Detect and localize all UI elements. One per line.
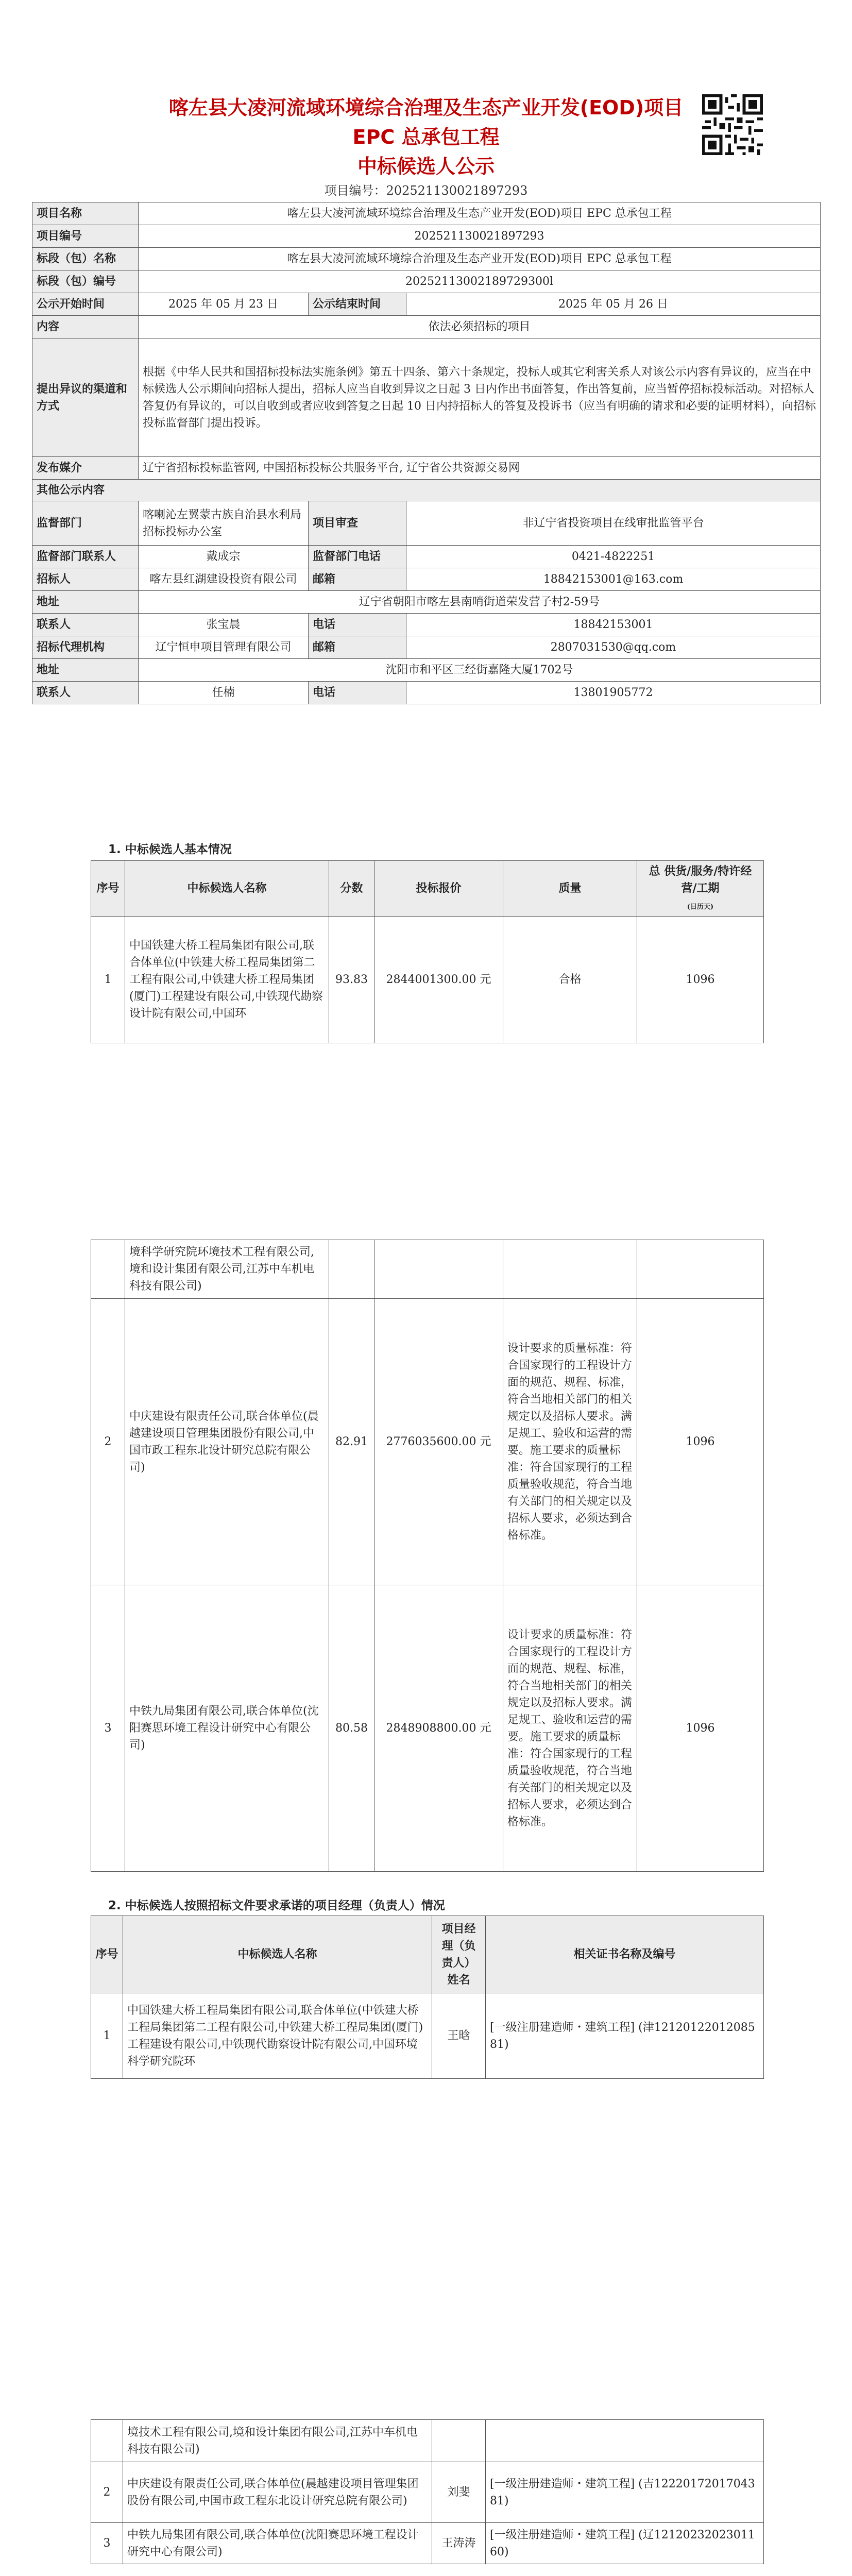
agency-addr-value: 沈阳市和平区三经街嘉隆大厦1702号 (139, 659, 821, 682)
candidate-period: 1096 (637, 1585, 764, 1872)
media-value: 辽宁省招标投标监管网, 中国招标投标公共服务平台, 辽宁省公共资源交易网 (139, 457, 821, 480)
col-period-unit: (日历天) (687, 903, 714, 911)
content-value: 依法必须招标的项目 (139, 316, 821, 338)
col-price: 投标报价 (374, 861, 503, 917)
cell-empty (432, 2420, 486, 2462)
manager-name: 王晗 (432, 1993, 486, 2079)
project-manager-table (91, 1916, 764, 2079)
announcement-title: 中标候选人公示 (357, 155, 495, 178)
pm-col-no: 序号 (91, 1916, 123, 1993)
project-name-label: 项目名称 (32, 202, 139, 225)
pub-end-label: 公示结束时间 (309, 293, 406, 316)
content-label: 内容 (32, 316, 139, 338)
manager-cert: [一级注册建造师・建筑工程] (津1212012201208581) (486, 1993, 764, 2079)
candidate-quality: 设计要求的质量标准：符合国家现行的工程设计方面的规范、规程、标准，符合当地相关部门的相关规定以及招标人要求。满足规工、验收和运营的需要。施工要求的质量标准：符合国家现行的工程质量验收规范，符合当地有关部门的相关规定以及招标人要求，必须达到合格标准。 (503, 1299, 637, 1585)
candidate-name: 中铁九局集团有限公司,联合体单位(沈阳赛思环境工程设计研究中心有限公司) (123, 2523, 432, 2564)
project-review-label: 项目审查 (309, 501, 406, 546)
other-content-label: 其他公示内容 (32, 480, 821, 501)
agency-phone-label: 电话 (309, 682, 406, 704)
section-name-label: 标段（包）名称 (32, 248, 139, 270)
cell-empty (486, 2420, 764, 2462)
candidate-price: 2776035600.00 元 (374, 1299, 503, 1585)
row-no-empty (91, 2420, 123, 2462)
candidate-score: 80.58 (329, 1585, 374, 1872)
col-quality: 质量 (503, 861, 637, 917)
candidates-table (91, 860, 764, 1043)
table-row (91, 1299, 764, 1585)
sup-contact-label: 监督部门联系人 (32, 546, 139, 568)
sup-phone-label: 监督部门电话 (309, 546, 406, 568)
candidate-name: 中庆建设有限责任公司,联合体单位(晨越建设项目管理集团股份有限公司,中国市政工程东北设计研究总院有限公司) (123, 2462, 432, 2523)
candidate-price: 2844001300.00 元 (374, 917, 503, 1043)
candidate-period: 1096 (637, 1299, 764, 1585)
project-manager-table-continued (91, 2419, 764, 2564)
pub-start-value: 2025 年 05 月 23 日 (139, 293, 309, 316)
pub-end-value: 2025 年 05 月 26 日 (406, 293, 821, 316)
project-info-table (32, 202, 821, 704)
candidate-name-continued: 境技术工程有限公司,境和设计集团有限公司,江苏中车机电科技有限公司) (123, 2420, 432, 2462)
objection-value: 根据《中华人民共和国招标投标法实施条例》第五十四条、第六十条规定，投标人或其它利害关系人对该公示内容有异议的，应当在中标候选人公示期间向招标人提出，招标人应当自收到异议之日起 3 日内作出书面答复，作出答复前，应当暂停招标投标活动。对招标人答复仍有异议的，可以自收到或者应收到答复之日起 10 日内持招标人的答复及投诉书（应当有明确的请求和必要的证明材料），向招标投标监督部门提出投诉。 (139, 338, 821, 457)
table-row (91, 1585, 764, 1872)
agency-email-value: 2807031530@qq.com (406, 636, 821, 659)
manager-name: 刘斐 (432, 2462, 486, 2523)
project-name-value: 喀左县大凌河流域环境综合治理及生态产业开发(EOD)项目 EPC 总承包工程 (139, 202, 821, 225)
candidate-name: 中国铁建大桥工程局集团有限公司,联合体单位(中铁建大桥工程局集团第二工程有限公司,中铁建大桥工程局集团(厦门)工程建设有限公司,中铁现代勘察设计院有限公司,中国环 (125, 917, 329, 1043)
candidate-score: 82.91 (329, 1299, 374, 1585)
sup-phone-value: 0421-4822251 (406, 546, 821, 568)
col-period (637, 861, 764, 917)
cell-empty (374, 1240, 503, 1299)
tenderer-label: 招标人 (32, 568, 139, 591)
candidate-period: 1096 (637, 917, 764, 1043)
row-no: 3 (91, 2523, 123, 2564)
page-subtitle: EPC 总承包工程 (352, 126, 500, 148)
row-no-empty (91, 1240, 125, 1299)
section-name-value: 喀左县大凌河流域环境综合治理及生态产业开发(EOD)项目 EPC 总承包工程 (139, 248, 821, 270)
agency-contact-label: 联系人 (32, 682, 139, 704)
col-name: 中标候选人名称 (125, 861, 329, 917)
agency-value: 辽宁恒申项目管理有限公司 (139, 636, 309, 659)
table-row (91, 917, 764, 1043)
tenderer-phone-value: 18842153001 (406, 614, 821, 636)
row-no: 1 (91, 917, 125, 1043)
project-number-line: 项目编号：202521130021897293 (324, 183, 528, 198)
agency-contact-value: 任楠 (139, 682, 309, 704)
tenderer-addr-value: 辽宁省朝阳市喀左县南哨街道荣发营子村2-59号 (139, 591, 821, 614)
tenderer-phone-label: 电话 (309, 614, 406, 636)
candidate-score: 93.83 (329, 917, 374, 1043)
sup-contact-value: 戴成宗 (139, 546, 309, 568)
candidate-name: 中庆建设有限责任公司,联合体单位(晨越建设项目管理集团股份有限公司,中国市政工程东北设计研究总院有限公司) (125, 1299, 329, 1585)
row-no: 3 (91, 1585, 125, 1872)
objection-label: 提出异议的渠道和方式 (32, 338, 139, 457)
col-period-label: 总 供货/服务/特许经营/工期 (649, 865, 752, 895)
cell-empty (329, 1240, 374, 1299)
cell-empty (503, 1240, 637, 1299)
tenderer-addr-label: 地址 (32, 591, 139, 614)
page-title: 喀左县大凌河流域环境综合治理及生态产业开发(EOD)项目 (168, 96, 684, 119)
manager-name: 王涛涛 (432, 2523, 486, 2564)
project-no-label: 项目编号 (32, 225, 139, 248)
tenderer-email-value: 18842153001@163.com (406, 568, 821, 591)
tenderer-value: 喀左县红湖建设投资有限公司 (139, 568, 309, 591)
candidate-quality: 合格 (503, 917, 637, 1043)
supervisor-value: 喀喇沁左翼蒙古族自治县水利局招标投标办公室 (139, 501, 309, 546)
tenderer-contact-value: 张宝晨 (139, 614, 309, 636)
row-no: 2 (91, 2462, 123, 2523)
agency-label: 招标代理机构 (32, 636, 139, 659)
candidate-price: 2848908800.00 元 (374, 1585, 503, 1872)
agency-phone-value: 13801905772 (406, 682, 821, 704)
section2-title: 2. 中标候选人按照招标文件要求承诺的项目经理（负责人）情况 (108, 1899, 445, 1912)
section-no-value: 20252113002189729300l (139, 270, 821, 293)
manager-cert: [一级注册建造师・建筑工程] (辽1212023202301160) (486, 2523, 764, 2564)
manager-cert: [一级注册建造师・建筑工程] (吉1222017201704381) (486, 2462, 764, 2523)
row-no: 2 (91, 1299, 125, 1585)
candidates-table-continued (91, 1240, 764, 1872)
pm-col-cert: 相关证书名称及编号 (486, 1916, 764, 1993)
tenderer-contact-label: 联系人 (32, 614, 139, 636)
table-row (91, 1993, 764, 2079)
media-label: 发布媒介 (32, 457, 139, 480)
pm-col-manager: 项目经理（负责人）姓名 (432, 1916, 486, 1993)
section1-title: 1. 中标候选人基本情况 (108, 843, 232, 856)
table-row (91, 2523, 764, 2564)
agency-email-label: 邮箱 (309, 636, 406, 659)
section-no-label: 标段（包）编号 (32, 270, 139, 293)
project-review-value: 非辽宁省投资项目在线审批监管平台 (406, 501, 821, 546)
candidate-quality: 设计要求的质量标准：符合国家现行的工程设计方面的规范、规程、标准，符合当地相关部门的相关规定以及招标人要求。满足规工、验收和运营的需要。施工要求的质量标准：符合国家现行的工程质量验收规范，符合当地有关部门的相关规定以及招标人要求，必须达到合格标准。 (503, 1585, 637, 1872)
table-row (91, 1240, 764, 1299)
candidate-name: 中国铁建大桥工程局集团有限公司,联合体单位(中铁建大桥工程局集团第二工程有限公司,中铁建大桥工程局集团(厦门)工程建设有限公司,中铁现代勘察设计院有限公司,中国环境科学研究院环 (123, 1993, 432, 2079)
col-score: 分数 (329, 861, 374, 917)
table-row (91, 2420, 764, 2462)
project-no-value: 202521130021897293 (139, 225, 821, 248)
candidate-name: 中铁九局集团有限公司,联合体单位(沈阳赛思环境工程设计研究中心有限公司) (125, 1585, 329, 1872)
tenderer-email-label: 邮箱 (309, 568, 406, 591)
row-no: 1 (91, 1993, 123, 2079)
pub-start-label: 公示开始时间 (32, 293, 139, 316)
cell-empty (637, 1240, 764, 1299)
agency-addr-label: 地址 (32, 659, 139, 682)
candidate-name-continued: 境科学研究院环境技术工程有限公司,境和设计集团有限公司,江苏中车机电科技有限公司) (125, 1240, 329, 1299)
table-row (91, 2462, 764, 2523)
col-no: 序号 (91, 861, 125, 917)
pm-col-name: 中标候选人名称 (123, 1916, 432, 1993)
supervisor-label: 监督部门 (32, 501, 139, 546)
